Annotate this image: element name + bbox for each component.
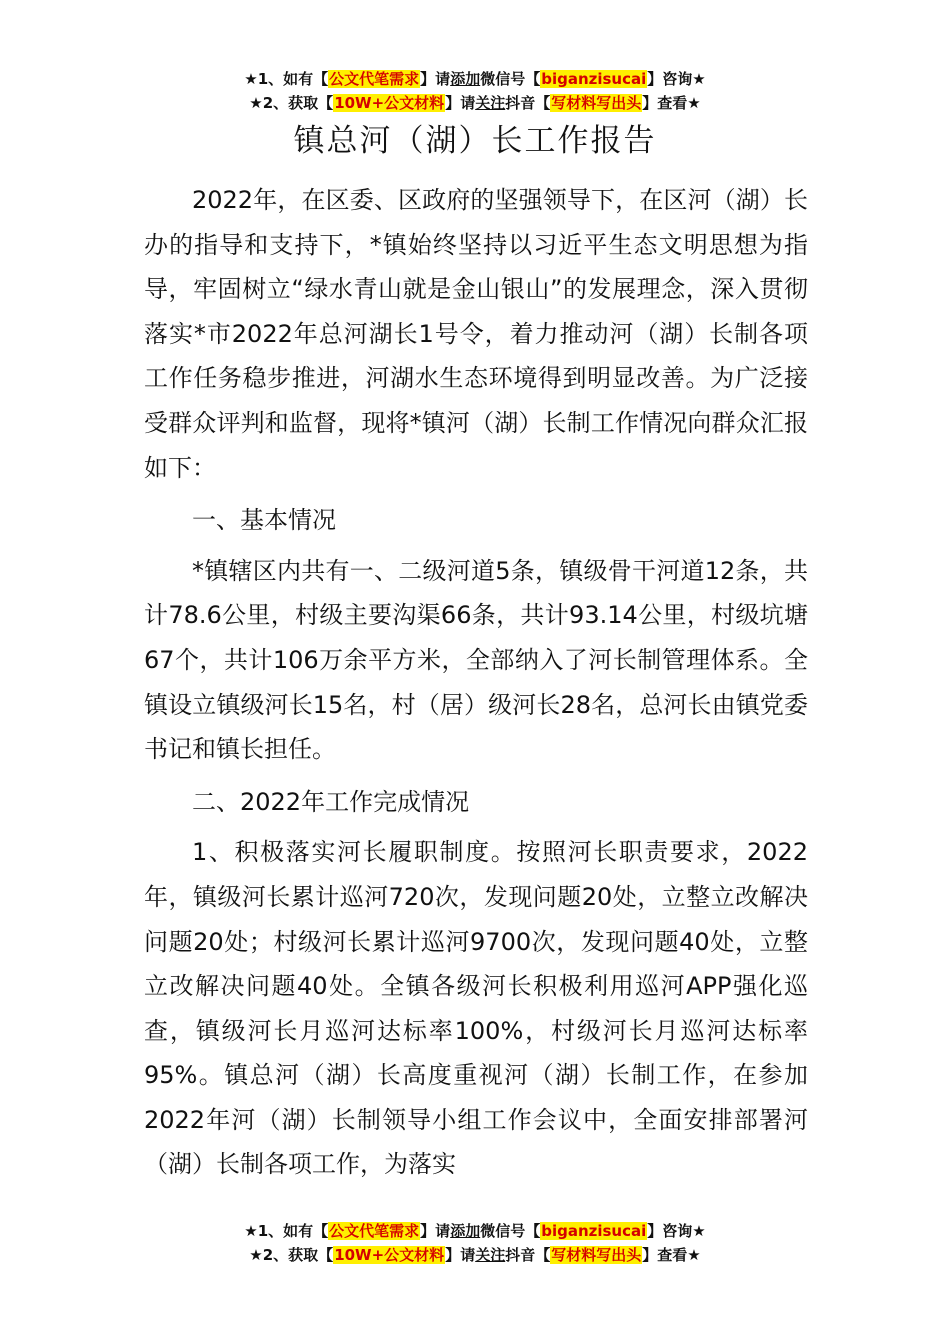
- douyin-highlight: 写材料写出头: [551, 1246, 642, 1264]
- highlight-text: 公文代笔需求: [329, 70, 420, 88]
- document-title: 镇总河（湖）长工作报告: [293, 123, 657, 159]
- banner-line-2: [0, 91, 950, 115]
- banner-text: 】请: [445, 94, 476, 112]
- banner-text: 】请: [445, 1246, 476, 1264]
- banner-line-2: [0, 1243, 950, 1267]
- section-heading-2022: 二、2022年工作完成情况: [192, 787, 470, 816]
- highlight-text: 公文代笔需求: [329, 1222, 420, 1240]
- banner-text: 抖音【: [505, 1246, 551, 1264]
- banner-text: ★1、如有【: [244, 70, 329, 88]
- banner-text: 】请: [420, 70, 451, 88]
- banner-text: 微信号【: [480, 1222, 541, 1240]
- banner-text: 微信号【: [480, 70, 541, 88]
- highlight-text: 10W+公文材料: [334, 94, 445, 112]
- douyin-highlight: 写材料写出头: [551, 94, 642, 112]
- paragraph-intro: 2022年，在区委、区政府的坚强领导下，在区河（湖）长办的指导和支持下，*镇始终坚持以习近平生态文明思想为指导，牢固树立“绿水青山就是金山银山”的发展理念，深入贯彻落实*市2022年总河湖长1号令，着力推动河（湖）长制各项工作任务稳步推进，河湖水生态环境得到明显改善。为广泛接受群众评判和监督，现将*镇河（湖）长制工作情况向群众汇报如下：: [144, 186, 808, 482]
- underlined-text: 关注: [475, 94, 506, 112]
- underlined-text: 添加: [450, 1222, 481, 1240]
- document-body: [144, 178, 808, 1187]
- paragraph-duty: 1、积极落实河长履职制度。按照河长职责要求，2022年，镇级河长累计巡河720次，发现问题20处，立整立改解决问题20处；村级河长累计巡河9700次，发现问题40处，立整立改解决问题40处。全镇各级河长积极利用巡河APP强化巡查，镇级河长月巡河达标率100%，村级河长月巡河达标率95%。镇总河（湖）长高度重视河（湖）长制工作，在参加2022年河（湖）长制领导小组工作会议中，全面安排部署河（湖）长制各项工作，为落实: [144, 838, 808, 1179]
- banner-text: ★1、如有【: [244, 1222, 329, 1240]
- underlined-text: 关注: [475, 1246, 506, 1264]
- banner-text: ★2、获取【: [249, 1246, 334, 1264]
- wechat-id-highlight: biganzisucai: [541, 70, 647, 88]
- banner-text: ★2、获取【: [249, 94, 334, 112]
- paragraph-basic: *镇辖区内共有一、二级河道5条，镇级骨干河道12条，共计78.6公里，村级主要沟渠66条，共计93.14公里，村级坑塘67个，共计106万余平方米，全部纳入了河长制管理体系。全镇设立镇级河长15名，村（居）级河长28名，总河长由镇党委书记和镇长担任。: [144, 556, 808, 764]
- banner-text: 】查看★: [642, 94, 701, 112]
- banner-line-1: [0, 1219, 950, 1243]
- banner-text: 抖音【: [505, 94, 551, 112]
- header-banner: [0, 67, 950, 115]
- section-heading-basic: 一、基本情况: [192, 506, 336, 535]
- banner-text: 】咨询★: [647, 1222, 706, 1240]
- footer-banner: [0, 1219, 950, 1267]
- banner-text: 】请: [420, 1222, 451, 1240]
- banner-line-1: [0, 67, 950, 91]
- highlight-text: 10W+公文材料: [334, 1246, 445, 1264]
- underlined-text: 添加: [450, 70, 481, 88]
- banner-text: 】查看★: [642, 1246, 701, 1264]
- wechat-id-highlight: biganzisucai: [541, 1222, 647, 1240]
- banner-text: 】咨询★: [647, 70, 706, 88]
